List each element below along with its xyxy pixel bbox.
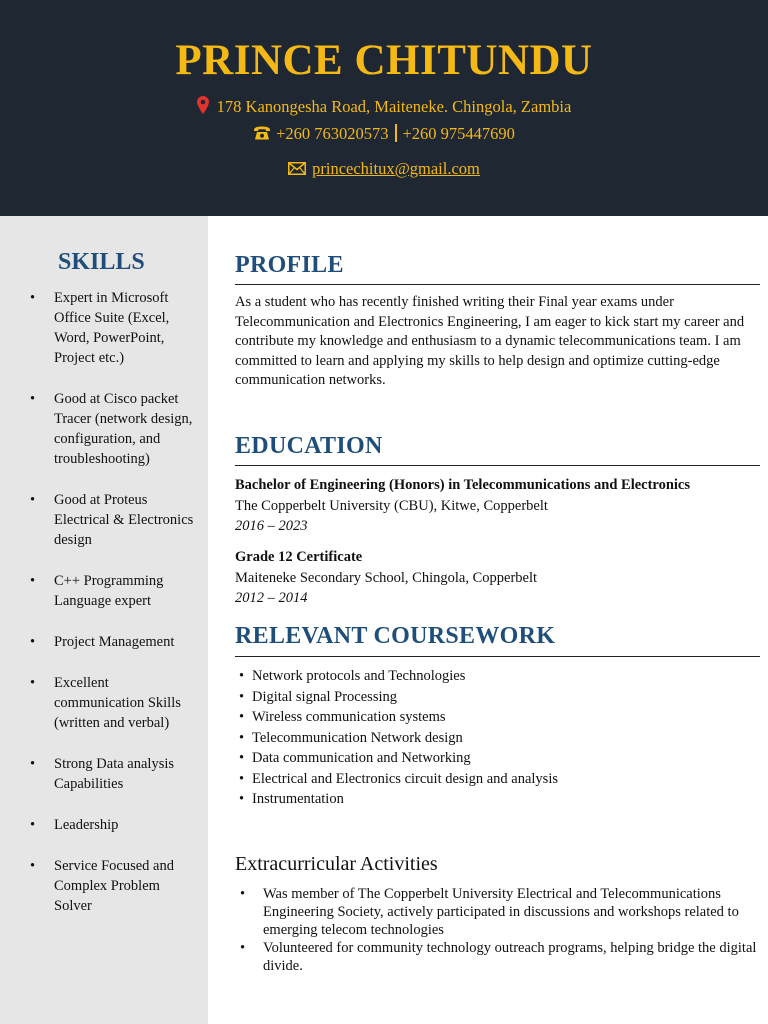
- skills-heading: SKILLS: [58, 249, 145, 275]
- email-line: [0, 158, 768, 180]
- profile-text: As a student who has recently finished writing their Final year exams under Telecommunication and Electronics Engineering, I am eager to kick start my career and contribute my knowledge and enthusiasm to a dynamic telecommunications team. I am committed to learn and applying my skills to help design and optimize cutting-edge communication networks.: [235, 294, 745, 388]
- skill-item: • Good at Proteus Electrical & Electronics design: [30, 492, 194, 548]
- phone-1[interactable]: +260 763020573: [276, 124, 389, 143]
- location-pin-icon: [197, 96, 209, 114]
- degree-title: Grade 12 Certificate: [235, 549, 363, 565]
- course-item: • Electrical and Electronics circuit design and analysis: [239, 770, 558, 787]
- course-item: • Data communication and Networking: [239, 750, 471, 766]
- telephone-icon: [253, 126, 271, 140]
- education-dates: 2016 – 2023: [235, 518, 308, 534]
- profile-heading: PROFILE: [235, 252, 344, 278]
- skill-item: • C++ Programming Language expert: [30, 573, 164, 609]
- skill-item: • Good at Cisco packet Tracer (network design, configuration, and troubleshooting): [30, 391, 193, 467]
- education-divider: [235, 465, 760, 466]
- skills-list: [0, 288, 208, 937]
- school-name: Maiteneke Secondary School, Chingola, Copperbelt: [235, 569, 538, 586]
- education-entry: [235, 475, 760, 537]
- skill-item: • Strong Data analysis Capabilities: [30, 756, 175, 792]
- course-item: • Wireless communication systems: [239, 709, 446, 725]
- education-heading: EDUCATION: [235, 433, 383, 459]
- coursework-heading: RELEVANT COURSEWORK: [235, 623, 556, 649]
- candidate-name: PRINCE CHITUNDU: [175, 37, 593, 84]
- phone-2[interactable]: +260 975447690: [402, 124, 515, 143]
- course-item: • Digital signal Processing: [239, 688, 397, 705]
- address-line: [0, 96, 768, 118]
- envelope-icon: [288, 162, 306, 175]
- phone-line: [0, 123, 768, 145]
- skill-item: • Expert in Microsoft Office Suite (Excel, Word, PowerPoint, Project etc.): [30, 290, 170, 366]
- coursework-list: [235, 666, 760, 810]
- skill-item: • Leadership: [30, 817, 119, 833]
- school-name: The Copperbelt University (CBU), Kitwe, Copperbelt: [235, 497, 548, 514]
- activity-item: • Volunteered for community technology outreach programs, helping bridge the digital divide.: [240, 940, 757, 974]
- profile-divider: [235, 284, 760, 285]
- degree-title: Bachelor of Engineering (Honors) in Telecommunications and Electronics: [235, 477, 691, 493]
- course-item: • Instrumentation: [239, 791, 344, 807]
- activity-item: • Was member of The Copperbelt University Electrical and Telecommunications Engineering Society, actively participated in discussions and workshops related to emerging telecom technologies: [240, 886, 739, 938]
- education-entry: [235, 547, 760, 609]
- skill-item: • Excellent communication Skills (written and verbal): [30, 675, 181, 731]
- coursework-divider: [235, 656, 760, 657]
- extracurricular-heading: Extracurricular Activities: [235, 853, 438, 875]
- skill-item: • Project Management: [30, 634, 175, 650]
- address-text: 178 Kanongesha Road, Maiteneke. Chingola, Zambia: [216, 97, 572, 116]
- course-item: • Network protocols and Technologies: [239, 668, 466, 684]
- email-link[interactable]: princechitux@gmail.com: [312, 159, 480, 178]
- skill-item: • Service Focused and Complex Problem Solver: [30, 858, 174, 914]
- education-dates: 2012 – 2014: [235, 590, 308, 606]
- course-item: • Telecommunication Network design: [239, 729, 463, 746]
- extracurricular-list: [235, 885, 760, 975]
- phone-separator: [395, 124, 397, 142]
